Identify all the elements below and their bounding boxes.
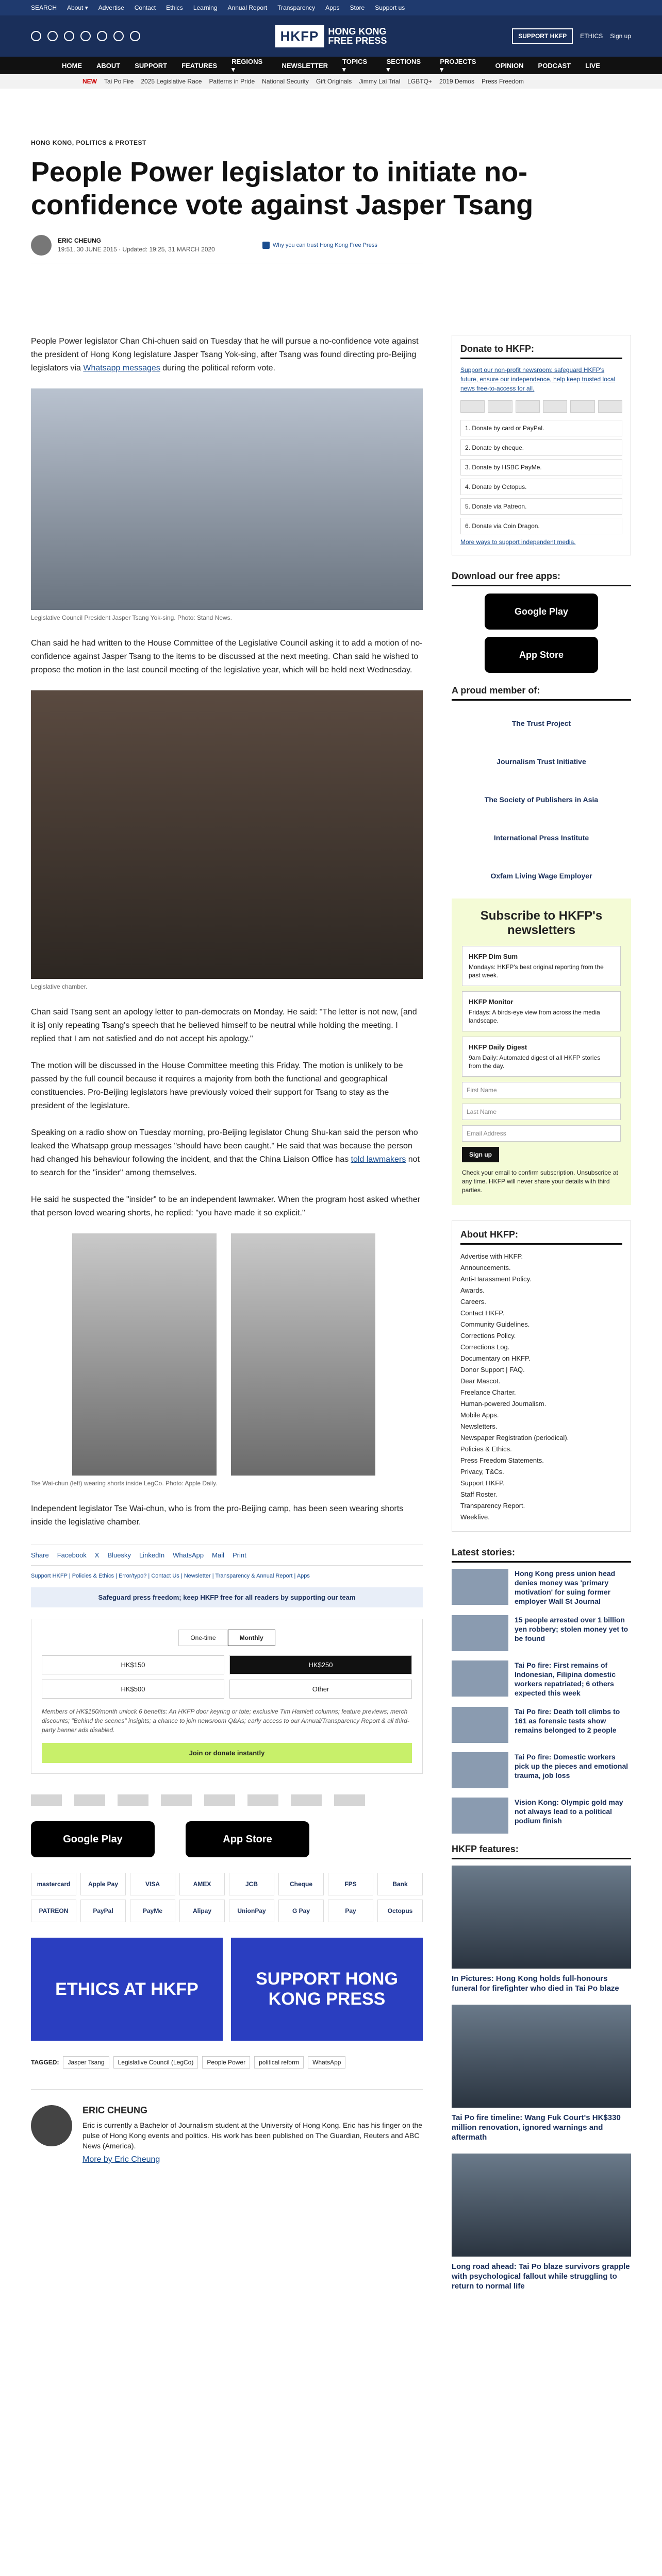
partner-logos <box>31 1794 423 1806</box>
trust-link[interactable]: Why you can trust Hong Kong Free Press <box>262 242 377 249</box>
payment-logo[interactable]: PayPal <box>80 1900 126 1922</box>
last-name-field[interactable]: Last Name <box>462 1104 621 1120</box>
topbar-item[interactable]: Transparency <box>277 4 316 11</box>
safeguard-banner[interactable]: Safeguard press freedom; keep HKFP free for all readers by supporting our team <box>31 1587 423 1607</box>
tags-row <box>31 2056 423 2069</box>
payment-logo[interactable]: Bank <box>377 1873 423 1895</box>
sidebar-heading: HKFP features: <box>452 1844 631 1859</box>
payment-logo[interactable]: VISA <box>130 1873 175 1895</box>
about-link[interactable]: Anti-Harassment Policy. <box>460 1275 532 1283</box>
trust-icon <box>262 242 270 249</box>
donate-method[interactable]: 3. Donate by HSBC PayMe. <box>460 459 622 476</box>
partner-logo <box>118 1794 148 1806</box>
share-link[interactable]: X <box>94 1551 100 1559</box>
tag[interactable]: political reform <box>254 2056 304 2069</box>
more-by-author-link[interactable]: More by Eric Cheung <box>82 2155 160 2164</box>
about-box <box>452 1221 631 1532</box>
partner-logo <box>74 1794 105 1806</box>
donate-sidebar <box>452 335 631 555</box>
amount-option[interactable]: HK$500 <box>42 1680 224 1699</box>
article-title: People Power legislator to initiate no-confidence vote against Jasper Tsang <box>31 157 534 221</box>
about-link[interactable]: Freelance Charter. <box>460 1388 516 1396</box>
latest-story[interactable]: Hong Kong press union head denies money was 'primary motivation' for suing former employer Wall St Journal <box>452 1569 631 1606</box>
trending-item[interactable]: National Security <box>262 78 309 85</box>
payment-logo[interactable]: JCB <box>229 1873 274 1895</box>
about-link[interactable]: Weekfive. <box>460 1513 490 1521</box>
latest-story[interactable]: Vision Kong: Olympic gold may not always lead to a political podium finish <box>452 1798 631 1834</box>
topbar-item[interactable]: Annual Report <box>227 4 268 11</box>
newsletter-option[interactable]: HKFP Daily Digest 9am Daily: Automated digest of all HKFP stories from the day. <box>462 1037 621 1077</box>
nav-item[interactable]: REGIONS ▾ <box>231 57 263 73</box>
tags-label: TAGGED: <box>31 2059 59 2066</box>
amount-option[interactable]: HK$250 <box>229 1655 412 1674</box>
about-link[interactable]: Dear Mascot. <box>460 1377 501 1385</box>
nav-item[interactable]: SECTIONS ▾ <box>386 57 421 73</box>
latest-story[interactable]: Tai Po fire: First remains of Indonesian, Filipina domestic workers repatriated; 6 others expected this week <box>452 1660 631 1698</box>
sidebar-heading: Latest stories: <box>452 1547 631 1563</box>
photo-caption: Legislative chamber. <box>31 983 88 990</box>
sidebar-heading: Donate to HKFP: <box>460 344 622 359</box>
topbar-item[interactable]: Ethics <box>166 4 183 11</box>
partner-logo <box>31 1794 62 1806</box>
about-link[interactable]: Newspaper Registration (periodical). <box>460 1434 569 1442</box>
about-link[interactable]: Human-powered Journalism. <box>460 1400 547 1408</box>
amount-option[interactable]: Other <box>229 1680 412 1699</box>
partner-logo <box>334 1794 365 1806</box>
partner-logo <box>161 1794 192 1806</box>
app-store-button[interactable]: App Store <box>186 1821 309 1857</box>
card-logo <box>516 400 540 413</box>
topbar-item[interactable]: About ▾ <box>67 4 88 11</box>
partner-logo <box>204 1794 235 1806</box>
signup-link[interactable]: Sign up <box>610 32 631 40</box>
sidebar-heading: About HKFP: <box>460 1229 622 1245</box>
payment-logo[interactable]: Pay <box>328 1900 373 1922</box>
topbar-item[interactable]: Learning <box>193 4 218 11</box>
share-link[interactable]: LinkedIn <box>139 1551 165 1559</box>
newsletter-note: Check your email to confirm subscription. Unsubscribe at any time. HKFP will never share your details with third parties. <box>462 1169 618 1194</box>
topbar-item[interactable]: Advertise <box>98 4 124 11</box>
facebook-icon[interactable] <box>31 31 41 41</box>
new-badge: NEW <box>82 78 97 85</box>
nav-item[interactable]: LIVE <box>585 61 600 70</box>
topbar-item[interactable]: Store <box>350 4 365 11</box>
monthly-toggle[interactable]: Monthly <box>228 1630 275 1646</box>
about-link[interactable]: Corrections Policy. <box>460 1332 516 1340</box>
logo-text: HONG KONG FREE PRESS <box>328 26 387 46</box>
sidebar-heading: A proud member of: <box>452 685 631 701</box>
about-link[interactable]: Transparency Report. <box>460 1502 525 1510</box>
topbar-item[interactable]: SEARCH <box>31 4 57 11</box>
signup-button[interactable]: Sign up <box>462 1147 499 1162</box>
paragraph: Chan said Tsang sent an apology letter to pan-democrats on Monday. He said: "The letter is not new, [and it is] only repeating Tsang's speech that he believed himself to be neutral while holding the meeting. I replied that I am not satisfied and do not accept his apology." <box>31 1008 417 1043</box>
trending-item[interactable]: Press Freedom <box>481 78 524 85</box>
latest-story[interactable]: Tai Po fire: Domestic workers pick up the pieces and emotional trauma, job loss <box>452 1752 631 1788</box>
payment-methods <box>31 1873 423 1922</box>
article-photo <box>72 1233 217 1476</box>
member-benefits: Members of HK$150/month unlock 6 benefits: An HKFP door keyring or tote; exclusive Tim Hamlett columns; feature previews; merch discounts; "Behind the scenes" insights; a chance to join newsroom Q&As; early access to our Annual/Transparency Report & all third-party banner ads disabled. <box>42 1708 409 1734</box>
about-link[interactable]: Community Guidelines. <box>460 1320 530 1328</box>
logo-mark: HKFP <box>275 25 324 47</box>
share-bar <box>31 1545 423 1566</box>
tag[interactable]: People Power <box>202 2056 250 2069</box>
nav-item[interactable]: HOME <box>62 61 82 70</box>
author-box-name[interactable]: ERIC CHEUNG <box>82 2105 148 2115</box>
member-logo[interactable]: The Trust Project <box>511 719 571 727</box>
photo-caption: Legislative Council President Jasper Tsang Yok-sing. Photo: Stand News. <box>31 614 233 621</box>
byline <box>31 235 631 256</box>
paragraph: Speaking on a radio show on Tuesday morning, pro-Beijing legislator Chung Shu-kan said the person who leaked the Whatsapp group messages "should have been caught." He said that was because the person had changed his behaviour following the incident, and that the China Liaison Office has told lawmakers not to search for the "insider" among themselves. <box>31 1128 420 1177</box>
donate-intro-link[interactable]: Support our non-profit newsroom: safeguard HKFP's future, ensure our independence, help keep trusted local news free-to-access for all. <box>460 366 616 392</box>
donate-method[interactable]: 1. Donate by card or PayPal. <box>460 420 622 436</box>
trending-item[interactable]: Patterns in Pride <box>209 78 255 85</box>
paragraph: He said he suspected the "insider" to be an independent lawmaker. When the program host asked whether that person loved wearing shorts, he replied: "you have made it so explicit." <box>31 1195 420 1217</box>
payment-logo[interactable]: UnionPay <box>229 1900 274 1922</box>
avatar <box>31 2105 72 2146</box>
feature-story[interactable]: Tai Po fire timeline: Wang Fuk Court's HK$330 million renovation, ignored warnings and aftermath <box>452 2005 631 2142</box>
nav-item[interactable]: PROJECTS ▾ <box>440 57 476 73</box>
about-link[interactable]: Corrections Log. <box>460 1343 510 1351</box>
feature-image <box>452 1866 631 1969</box>
newsletter-option[interactable]: HKFP Monitor Fridays: A birds-eye view from across the media landscape. <box>462 991 621 1031</box>
nav-item[interactable]: OPINION <box>495 61 524 70</box>
linkedin-icon[interactable] <box>97 31 107 41</box>
threads-icon[interactable] <box>113 31 124 41</box>
feature-image <box>452 2005 631 2108</box>
payment-logo[interactable]: G Pay <box>278 1900 324 1922</box>
share-link[interactable]: WhatsApp <box>173 1551 204 1559</box>
trending-item[interactable]: LGBTQ+ <box>407 78 432 85</box>
article-footer-links[interactable]: Support HKFP | Policies & Ethics | Error/typo? | Contact Us | Newsletter | Transparency & Annual Report | Apps <box>31 1573 310 1579</box>
donate-method[interactable]: 2. Donate by cheque. <box>460 439 622 456</box>
partner-logo <box>247 1794 278 1806</box>
about-link[interactable]: Privacy, T&Cs. <box>460 1468 504 1476</box>
inline-link[interactable]: Whatsapp messages <box>83 364 160 372</box>
more-ways-link[interactable]: More ways to support independent media. <box>460 538 576 546</box>
story-thumbnail <box>452 1569 508 1605</box>
article-header <box>31 124 631 263</box>
donate-method[interactable]: 5. Donate via Patreon. <box>460 498 622 515</box>
author-box <box>31 2089 423 2164</box>
story-thumbnail <box>452 1707 508 1743</box>
trending-item[interactable]: Gift Originals <box>316 78 352 85</box>
article-photo <box>31 690 423 979</box>
email-field[interactable]: Email Address <box>462 1125 621 1142</box>
article-category[interactable]: HONG KONG, POLITICS & PROTEST <box>31 139 146 146</box>
payment-logo[interactable]: PATREON <box>31 1900 76 1922</box>
about-link[interactable]: Announcements. <box>460 1264 511 1272</box>
newsletter-signup <box>452 899 631 1205</box>
topbar-item[interactable]: Contact <box>134 4 156 11</box>
about-link[interactable]: Support HKFP. <box>460 1479 505 1487</box>
photo-caption: Tse Wai-chun (left) wearing shorts inside LegCo. Photo: Apple Daily. <box>31 1480 218 1487</box>
nav-item[interactable]: FEATURES <box>181 61 218 70</box>
payment-logo[interactable]: mastercard <box>31 1873 76 1895</box>
payment-logo[interactable]: FPS <box>328 1873 373 1895</box>
story-thumbnail <box>452 1615 508 1651</box>
youtube-icon[interactable] <box>80 31 91 41</box>
newsletter-option[interactable]: HKFP Dim Sum Mondays: HKFP's best original reporting from the past week. <box>462 946 621 986</box>
main-nav <box>0 57 662 74</box>
card-logo <box>488 400 512 413</box>
support-hkfp-button[interactable]: SUPPORT HKFP <box>512 28 573 44</box>
about-link[interactable]: Newsletters. <box>460 1422 498 1430</box>
trending-bar <box>0 74 662 89</box>
share-link[interactable]: Print <box>232 1551 246 1559</box>
nav-item[interactable]: SUPPORT <box>135 61 168 70</box>
tag[interactable]: WhatsApp <box>308 2056 345 2069</box>
latest-story[interactable]: 15 people arrested over 1 billion yen robbery; stolen money yet to be found <box>452 1615 631 1651</box>
story-thumbnail <box>452 1752 508 1788</box>
sidebar <box>452 335 631 2302</box>
share-link[interactable]: Facebook <box>57 1551 87 1559</box>
payment-logo[interactable]: Alipay <box>179 1900 225 1922</box>
site-logo[interactable] <box>275 25 387 47</box>
member-logo[interactable]: Journalism Trust Initiative <box>496 757 586 766</box>
payment-logo[interactable]: AMEX <box>179 1873 225 1895</box>
member-logo[interactable]: Oxfam Living Wage Employer <box>490 872 592 880</box>
card-logo <box>598 400 622 413</box>
share-link[interactable]: Share <box>31 1551 49 1559</box>
author-bio: Eric is currently a Bachelor of Journalism student at the University of Hong Kong. Eric has his finger on the pulse of Hong Kong events and politics. His work has been published on The Guardian, Reuters and ABC News (America). <box>82 2121 423 2150</box>
card-logo <box>543 400 567 413</box>
join-button[interactable]: Join or donate instantly <box>42 1743 412 1763</box>
social-icons <box>31 31 140 41</box>
card-logos <box>460 400 622 413</box>
paragraph: People Power legislator Chan Chi-chuen said on Tuesday that he will pursue a no-confidence vote against the president of Hong Kong legislature Jasper Tsang Yok-sing, after Tsang was found directing pro-Beijing legislators via Whatsapp messages during the political reform vote. <box>31 337 419 372</box>
google-play-button[interactable]: Google Play <box>31 1821 155 1857</box>
nav-item[interactable]: TOPICS ▾ <box>342 57 368 73</box>
amount-option[interactable]: HK$150 <box>42 1655 224 1674</box>
about-link[interactable]: Press Freedom Statements. <box>460 1456 544 1464</box>
sidebar-heading: Download our free apps: <box>452 571 631 586</box>
tag[interactable]: Legislative Council (LegCo) <box>113 2056 198 2069</box>
story-thumbnail <box>452 1660 508 1697</box>
nav-item[interactable]: NEWSLETTER <box>282 61 328 70</box>
share-link[interactable]: Mail <box>212 1551 224 1559</box>
ethics-link[interactable]: ETHICS <box>580 32 603 40</box>
latest-story[interactable]: Tai Po fire: Death toll climbs to 161 as forensic tests show remains belonged to 2 people <box>452 1707 631 1743</box>
instagram-icon[interactable] <box>64 31 74 41</box>
about-link[interactable]: Staff Roster. <box>460 1490 498 1498</box>
nav-item[interactable]: ABOUT <box>96 61 121 70</box>
about-link[interactable]: Policies & Ethics. <box>460 1445 512 1453</box>
donate-method[interactable]: 6. Donate via Coin Dragon. <box>460 518 622 534</box>
promo-banner[interactable]: SUPPORT HONG KONG PRESS <box>231 1938 423 2041</box>
inline-link[interactable]: told lawmakers <box>351 1155 406 1164</box>
payment-logo[interactable]: PayMe <box>130 1900 175 1922</box>
feature-image <box>452 2154 631 2257</box>
tag[interactable]: Jasper Tsang <box>63 2056 109 2069</box>
share-link[interactable]: Bluesky <box>107 1551 131 1559</box>
bluesky-icon[interactable] <box>130 31 140 41</box>
member-logo[interactable]: International Press Institute <box>493 834 589 842</box>
x-icon[interactable] <box>47 31 58 41</box>
donate-widget <box>31 1619 423 1774</box>
trending-item[interactable]: Tai Po Fire <box>104 78 134 85</box>
payment-logo[interactable]: Cheque <box>278 1873 324 1895</box>
about-link[interactable]: Donor Support | FAQ. <box>460 1366 525 1374</box>
donate-method[interactable]: 4. Donate by Octopus. <box>460 479 622 495</box>
one-time-toggle[interactable]: One-time <box>178 1630 227 1646</box>
topbar-item[interactable]: Support us <box>375 4 405 11</box>
story-thumbnail <box>452 1798 508 1834</box>
about-link[interactable]: Contact HKFP. <box>460 1309 505 1317</box>
trending-item[interactable]: 2019 Demos <box>439 78 474 85</box>
paragraph: Independent legislator Tse Wai-chun, who is from the pro-Beijing camp, has been seen wearing shorts inside the legislative chamber. <box>31 1504 404 1527</box>
avatar <box>31 235 52 256</box>
top-utility-bar <box>0 0 662 15</box>
partner-logo <box>291 1794 322 1806</box>
newsletter-title: Subscribe to HKFP's newsletters <box>480 909 603 937</box>
article-body <box>31 335 423 2164</box>
article-photo <box>231 1233 375 1476</box>
google-play-button[interactable]: Google Play <box>485 594 598 630</box>
trending-item[interactable]: Jimmy Lai Trial <box>359 78 401 85</box>
card-logo <box>570 400 594 413</box>
topbar-item[interactable]: Apps <box>325 4 340 11</box>
about-link[interactable]: Awards. <box>460 1286 485 1294</box>
card-logo <box>460 400 485 413</box>
about-link[interactable]: Documentary on HKFP. <box>460 1354 531 1362</box>
brand-bar <box>0 15 662 57</box>
feature-story[interactable]: Long road ahead: Tai Po blaze survivors grapple with psychological fallout while struggling to return to normal life <box>452 2154 631 2291</box>
member-logo[interactable]: The Society of Publishers in Asia <box>484 795 599 804</box>
paragraph: Chan said he had written to the House Committee of the Legislative Council asking it to add a motion of no-confidence against Jasper Tsang to the items to be discussed at the next meeting. Chan said he wished to propose the motion in the last council meeting of the legislative year, which will be held next Wednesday. <box>31 639 423 674</box>
first-name-field[interactable]: First Name <box>462 1082 621 1098</box>
app-store-button[interactable]: App Store <box>485 637 598 673</box>
payment-logo[interactable]: Octopus <box>377 1900 423 1922</box>
nav-item[interactable]: PODCAST <box>538 61 571 70</box>
article-photo <box>31 388 423 610</box>
trending-item[interactable]: 2025 Legislative Race <box>141 78 202 85</box>
about-link[interactable]: Advertise with HKFP. <box>460 1252 523 1260</box>
payment-logo[interactable]: Apple Pay <box>80 1873 126 1895</box>
about-link[interactable]: Mobile Apps. <box>460 1411 499 1419</box>
about-link[interactable]: Careers. <box>460 1298 486 1306</box>
feature-story[interactable]: In Pictures: Hong Kong holds full-honours funeral for firefighter who died in Tai Po blaze <box>452 1866 631 1993</box>
author-name[interactable]: ERIC CHEUNG <box>58 237 102 244</box>
promo-banner[interactable]: ETHICS AT HKFP <box>31 1938 223 2041</box>
paragraph: The motion will be discussed in the House Committee meeting this Friday. The motion is unlikely to be passed by the full council because it requires a majority from both the functional and geographical constituencies. Pro-Beijing legislators have previously voiced their support for Tsang to stay as the president of the legislature. <box>31 1061 403 1110</box>
article-date: 19:51, 30 JUNE 2015 · Updated: 19:25, 31 MARCH 2020 <box>58 246 215 253</box>
